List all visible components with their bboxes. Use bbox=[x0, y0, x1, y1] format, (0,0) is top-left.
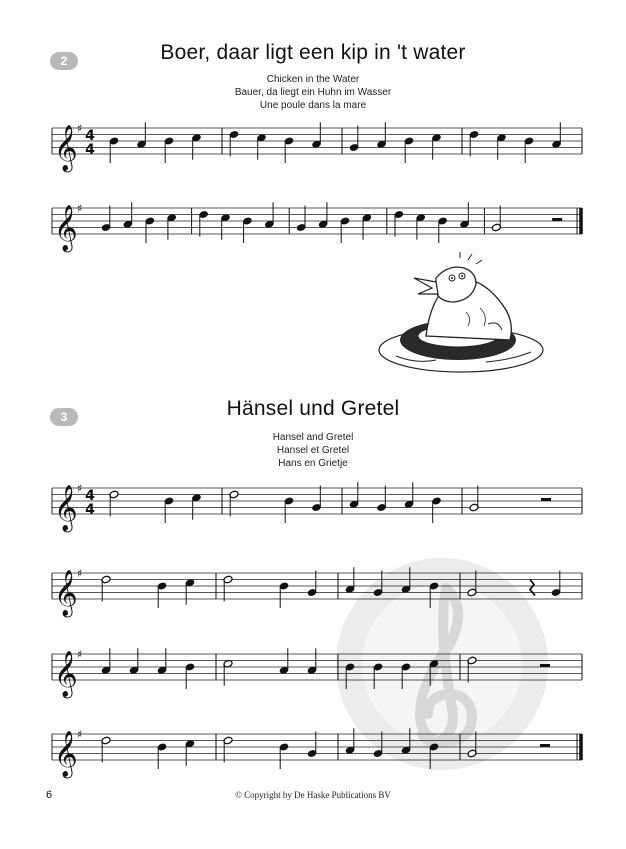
music-staff bbox=[0, 110, 626, 180]
key-signature-sharp: ♯ bbox=[77, 122, 83, 135]
subtitle-english: Chicken in the Water bbox=[266, 74, 360, 85]
treble-clef: 𝄞 bbox=[54, 651, 78, 697]
half-rest bbox=[552, 218, 562, 221]
page-number: 6 bbox=[46, 789, 53, 801]
treble-clef: 𝄞 bbox=[54, 125, 78, 171]
quarter-rest bbox=[530, 580, 535, 596]
song-title: Hänsel und Gretel bbox=[226, 397, 400, 420]
key-signature-sharp: ♯ bbox=[77, 728, 83, 741]
subtitle-german: Bauer, da liegt ein Huhn im Wasser bbox=[234, 87, 392, 98]
subtitle-french: Hansel et Gretel bbox=[276, 445, 350, 456]
key-signature-sharp: ♯ bbox=[77, 648, 83, 661]
half-rest bbox=[540, 664, 550, 667]
music-staff bbox=[0, 555, 626, 625]
music-staff bbox=[0, 190, 626, 260]
subtitle-english: Hansel and Gretel bbox=[272, 432, 354, 443]
subtitle-french: Une poule dans la mare bbox=[259, 100, 367, 111]
half-rest bbox=[541, 498, 551, 501]
subtitle-dutch: Hans en Grietje bbox=[278, 458, 348, 469]
key-signature-sharp: ♯ bbox=[77, 202, 83, 215]
song-number: 3 bbox=[60, 410, 68, 424]
song-subtitles bbox=[0, 431, 626, 470]
time-signature-bottom: 4 bbox=[85, 502, 95, 518]
treble-clef: 𝄞 bbox=[54, 570, 78, 616]
key-signature-sharp: ♯ bbox=[77, 567, 83, 580]
song-subtitles bbox=[0, 73, 626, 112]
song-number: 2 bbox=[60, 54, 68, 68]
chicken-in-swim-ring-icon bbox=[376, 252, 546, 382]
music-staff bbox=[0, 470, 626, 540]
treble-clef: 𝄞 bbox=[54, 731, 78, 777]
song-title: Boer, daar ligt een kip in 't water bbox=[160, 41, 466, 64]
treble-clef: 𝄞 bbox=[54, 205, 78, 251]
time-signature-top: 4 bbox=[85, 488, 95, 504]
treble-clef: 𝄞 bbox=[54, 485, 78, 531]
music-staff bbox=[0, 636, 626, 706]
key-signature-sharp: ♯ bbox=[77, 482, 83, 495]
copyright-notice: © Copyright by De Haske Publications BV bbox=[235, 790, 391, 800]
time-signature-top: 4 bbox=[85, 128, 95, 144]
time-signature-bottom: 4 bbox=[85, 142, 95, 158]
half-rest bbox=[540, 744, 550, 747]
music-staff bbox=[0, 716, 626, 786]
